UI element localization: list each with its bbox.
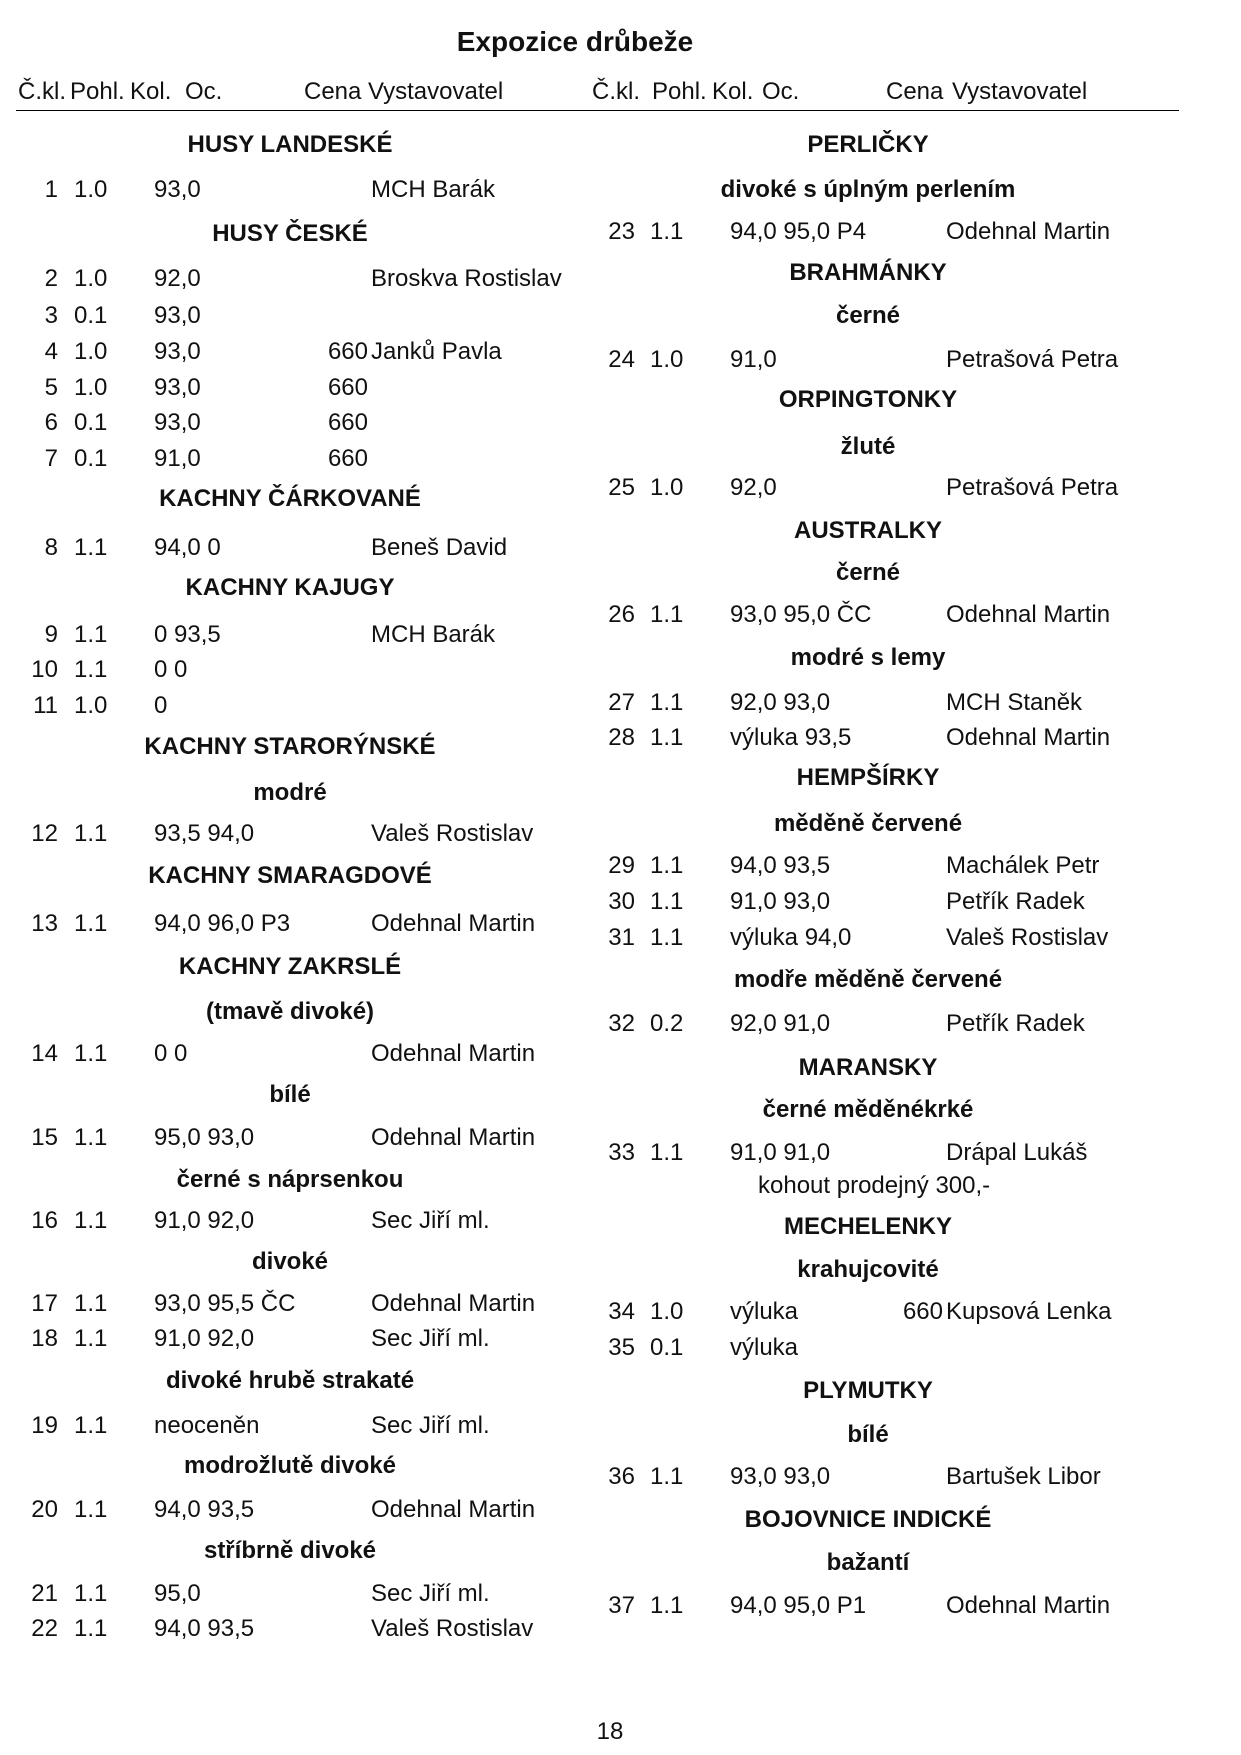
entry-pohl-kol: 1.1 bbox=[650, 852, 684, 879]
entry-pohl-kol: 0.1 bbox=[74, 445, 108, 472]
entry-vystavovatel: Drápal Lukáš bbox=[946, 1139, 1088, 1166]
header-cena-left: Cena bbox=[304, 78, 362, 105]
entry-number: 25 bbox=[608, 474, 635, 501]
entry-vystavovatel: Petrašová Petra bbox=[946, 474, 1119, 501]
entry-pohl-kol: 1.0 bbox=[74, 692, 108, 719]
section-heading: žluté bbox=[840, 433, 896, 460]
section-heading: modře měděně červené bbox=[733, 966, 1003, 993]
entry-pohl-kol: 1.0 bbox=[74, 176, 108, 203]
section-heading: černé bbox=[835, 302, 901, 329]
section-heading: KACHNY ČÁRKOVANÉ bbox=[159, 485, 421, 512]
entry-oceneni: 93,0 bbox=[154, 374, 201, 401]
header-oc-right: Oc. bbox=[762, 78, 800, 105]
entry-oceneni: 92,0 93,0 bbox=[730, 689, 831, 716]
section-heading: stříbrně divoké bbox=[203, 1537, 377, 1564]
entry-number: 18 bbox=[31, 1325, 58, 1352]
entry-number: 17 bbox=[31, 1290, 58, 1317]
entry-oceneni: 0 0 bbox=[154, 1040, 188, 1067]
entry-pohl-kol: 1.0 bbox=[650, 474, 684, 501]
entry-oceneni: 92,0 bbox=[730, 474, 777, 501]
entry-number: 12 bbox=[31, 820, 58, 847]
entry-oceneni: 0 0 bbox=[154, 656, 188, 683]
entry-pohl-kol: 1.1 bbox=[650, 888, 684, 915]
entry-oceneni: 93,0 95,5 ČC bbox=[154, 1290, 296, 1317]
entry-pohl-kol: 1.1 bbox=[650, 724, 684, 751]
entry-vystavovatel: Odehnal Martin bbox=[371, 1496, 536, 1523]
entry-number: 14 bbox=[31, 1040, 58, 1067]
entry-vystavovatel: Odehnal Martin bbox=[371, 910, 536, 937]
entry-oceneni: 93,5 94,0 bbox=[154, 820, 255, 847]
entry-number: 32 bbox=[608, 1010, 635, 1037]
entry-pohl-kol: 0.1 bbox=[74, 409, 108, 436]
entry-vystavovatel: Valeš Rostislav bbox=[371, 820, 534, 847]
entry-number: 13 bbox=[31, 910, 58, 937]
header-pohl-right: Pohl. bbox=[652, 78, 707, 105]
entry-number: 8 bbox=[44, 534, 58, 561]
entry-oceneni: 93,0 bbox=[154, 338, 201, 365]
entry-cena: 660 bbox=[327, 338, 368, 365]
entry-pohl-kol: 1.1 bbox=[650, 1139, 684, 1166]
section-heading: AUSTRALKY bbox=[794, 517, 942, 544]
entry-vystavovatel: Bartušek Libor bbox=[946, 1463, 1101, 1490]
entry-vystavovatel: Petřík Radek bbox=[946, 888, 1085, 915]
section-heading: měděně červené bbox=[773, 810, 963, 837]
entry-vystavovatel: Janků Pavla bbox=[371, 338, 502, 365]
entry-pohl-kol: 1.1 bbox=[74, 1580, 108, 1607]
entry-number: 19 bbox=[31, 1412, 58, 1439]
section-heading: černé s náprsenkou bbox=[176, 1166, 404, 1193]
entry-number: 16 bbox=[31, 1207, 58, 1234]
entry-vystavovatel: Valeš Rostislav bbox=[946, 924, 1109, 951]
entry-number: 31 bbox=[608, 924, 635, 951]
section-heading: PLYMUTKY bbox=[803, 1377, 933, 1404]
section-heading: PERLIČKY bbox=[807, 131, 929, 158]
entry-number: 3 bbox=[44, 302, 58, 329]
section-heading: BRAHMÁNKY bbox=[789, 259, 947, 286]
entry-cena: 660 bbox=[902, 1298, 943, 1325]
entry-pohl-kol: 1.1 bbox=[650, 1592, 684, 1619]
entry-oceneni: 94,0 93,5 bbox=[154, 1615, 255, 1642]
section-heading: ORPINGTONKY bbox=[778, 386, 958, 413]
entry-vystavovatel: Broskva Rostislav bbox=[371, 265, 562, 292]
entry-oceneni: 94,0 93,5 bbox=[730, 852, 831, 879]
header-vystavovatel-left: Vystavovatel bbox=[368, 78, 504, 105]
entry-pohl-kol: 1.1 bbox=[650, 218, 684, 245]
entry-oceneni: výluka 93,5 bbox=[730, 724, 852, 751]
entry-number: 22 bbox=[31, 1615, 58, 1642]
entry-oceneni: neoceněn bbox=[154, 1412, 260, 1439]
section-heading: černé bbox=[835, 559, 901, 586]
entry-oceneni: 91,0 92,0 bbox=[154, 1325, 255, 1352]
section-heading: krahujcovité bbox=[797, 1256, 939, 1283]
entry-vystavovatel: Petřík Radek bbox=[946, 1010, 1085, 1037]
entry-pohl-kol: 1.1 bbox=[74, 1040, 108, 1067]
section-heading: MARANSKY bbox=[798, 1054, 938, 1081]
entry-pohl-kol: 1.1 bbox=[74, 1207, 108, 1234]
entry-pohl-kol: 1.1 bbox=[74, 910, 108, 937]
entry-oceneni: 91,0 92,0 bbox=[154, 1207, 255, 1234]
entry-oceneni: 94,0 95,0 P1 bbox=[730, 1592, 867, 1619]
entry-number: 4 bbox=[44, 338, 58, 365]
page-number: 18 bbox=[596, 1718, 624, 1745]
entry-number: 11 bbox=[33, 692, 58, 719]
entry-pohl-kol: 1.1 bbox=[74, 1496, 108, 1523]
entry-pohl-kol: 1.1 bbox=[650, 924, 684, 951]
section-heading: černé měděnékrké bbox=[762, 1096, 974, 1123]
entry-oceneni: 94,0 95,0 P4 bbox=[730, 218, 867, 245]
entry-cena: 660 bbox=[327, 445, 368, 472]
entry-cena: 660 bbox=[327, 374, 368, 401]
header-pohl-left: Pohl. bbox=[70, 78, 125, 105]
section-heading: KACHNY KAJUGY bbox=[185, 574, 395, 601]
entry-vystavovatel: MCH Barák bbox=[371, 176, 496, 203]
entry-oceneni: 95,0 93,0 bbox=[154, 1124, 255, 1151]
entry-vystavovatel: Sec Jiří ml. bbox=[371, 1207, 490, 1234]
entry-vystavovatel: Sec Jiří ml. bbox=[371, 1412, 490, 1439]
entry-number: 10 bbox=[31, 656, 58, 683]
section-heading: (tmavě divoké) bbox=[205, 998, 375, 1025]
entry-vystavovatel: Beneš David bbox=[371, 534, 508, 561]
entry-oceneni: 93,0 bbox=[154, 409, 201, 436]
entry-oceneni: 91,0 93,0 bbox=[730, 888, 831, 915]
entry-oceneni: 93,0 bbox=[154, 176, 201, 203]
entry-number: 29 bbox=[608, 852, 635, 879]
entry-number: 6 bbox=[44, 409, 58, 436]
entry-oceneni: 91,0 91,0 bbox=[730, 1139, 831, 1166]
header-ckl-right: Č.kl. bbox=[592, 78, 640, 105]
entry-number: 26 bbox=[608, 601, 635, 628]
entry-vystavovatel: Sec Jiří ml. bbox=[371, 1580, 490, 1607]
entry-oceneni: 94,0 0 bbox=[154, 534, 221, 561]
entry-oceneni: 95,0 bbox=[154, 1580, 201, 1607]
entry-number: 36 bbox=[608, 1463, 635, 1490]
entry-number: 7 bbox=[44, 445, 58, 472]
entry-oceneni: 92,0 bbox=[154, 265, 201, 292]
entry-cena: 660 bbox=[327, 409, 368, 436]
entry-pohl-kol: 1.1 bbox=[74, 820, 108, 847]
section-heading: modré bbox=[253, 779, 327, 806]
header-kol-left: Kol. bbox=[130, 78, 172, 105]
section-heading: bažantí bbox=[826, 1549, 910, 1576]
entry-number: 2 bbox=[44, 265, 58, 292]
entry-oceneni: 93,0 95,0 ČC bbox=[730, 601, 872, 628]
entry-pohl-kol: 0.2 bbox=[650, 1010, 684, 1037]
header-divider bbox=[16, 110, 1179, 111]
entry-vystavovatel: Odehnal Martin bbox=[371, 1040, 536, 1067]
entry-pohl-kol: 1.1 bbox=[74, 534, 108, 561]
entry-vystavovatel: Odehnal Martin bbox=[371, 1290, 536, 1317]
header-oc-left: Oc. bbox=[185, 78, 223, 105]
entry-vystavovatel: Sec Jiří ml. bbox=[371, 1325, 490, 1352]
entry-vystavovatel: Odehnal Martin bbox=[946, 1592, 1111, 1619]
entry-number: 20 bbox=[31, 1496, 58, 1523]
entry-number: 35 bbox=[608, 1334, 635, 1361]
entry-number: 1 bbox=[44, 176, 58, 203]
entry-number: 15 bbox=[31, 1124, 58, 1151]
entry-vystavovatel: MCH Barák bbox=[371, 621, 496, 648]
entry-vystavovatel: Machálek Petr bbox=[946, 852, 1100, 879]
entry-pohl-kol: 1.1 bbox=[650, 689, 684, 716]
entry-oceneni: výluka bbox=[730, 1298, 799, 1325]
entry-pohl-kol: 0.1 bbox=[650, 1334, 684, 1361]
entry-vystavovatel: Petrašová Petra bbox=[946, 346, 1119, 373]
entry-oceneni: 94,0 93,5 bbox=[154, 1496, 255, 1523]
entry-oceneni: 94,0 96,0 P3 bbox=[154, 910, 291, 937]
entry-number: 5 bbox=[44, 374, 58, 401]
entry-number: 9 bbox=[44, 621, 58, 648]
entry-number: 37 bbox=[608, 1592, 635, 1619]
section-heading: KACHNY STARORÝNSKÉ bbox=[144, 733, 436, 760]
section-heading: MECHELENKY bbox=[783, 1213, 952, 1240]
entry-vystavovatel: Odehnal Martin bbox=[946, 724, 1111, 751]
section-heading: bílé bbox=[269, 1081, 311, 1108]
entry-vystavovatel: Odehnal Martin bbox=[946, 218, 1111, 245]
section-heading: modré s lemy bbox=[790, 644, 946, 671]
page-title: Expozice drůbeže bbox=[456, 26, 694, 57]
entry-pohl-kol: 1.0 bbox=[74, 374, 108, 401]
entry-oceneni: 93,0 93,0 bbox=[730, 1463, 831, 1490]
entry-pohl-kol: 1.0 bbox=[650, 346, 684, 373]
entry-pohl-kol: 1.0 bbox=[650, 1298, 684, 1325]
entry-vystavovatel: MCH Staněk bbox=[946, 689, 1083, 716]
header-vystavovatel-right: Vystavovatel bbox=[952, 78, 1088, 105]
entry-oceneni: 91,0 bbox=[154, 445, 201, 472]
section-heading: KACHNY ZAKRSLÉ bbox=[178, 953, 402, 980]
entry-pohl-kol: 1.1 bbox=[74, 1325, 108, 1352]
entry-number: 23 bbox=[608, 218, 635, 245]
entry-pohl-kol: 1.1 bbox=[74, 656, 108, 683]
entry-pohl-kol: 1.1 bbox=[74, 1412, 108, 1439]
section-heading: HEMPŠÍRKY bbox=[796, 764, 940, 791]
header-kol-right: Kol. bbox=[712, 78, 754, 105]
section-heading: BOJOVNICE INDICKÉ bbox=[744, 1506, 992, 1533]
section-heading: modrožlutě divoké bbox=[183, 1452, 397, 1479]
entry-number: 27 bbox=[608, 689, 635, 716]
entry-oceneni: výluka 94,0 bbox=[730, 924, 852, 951]
entry-number: 24 bbox=[608, 346, 635, 373]
entry-oceneni: 0 bbox=[154, 692, 168, 719]
entry-number: 21 bbox=[31, 1580, 58, 1607]
entry-oceneni: 91,0 bbox=[730, 346, 777, 373]
entry-pohl-kol: 1.1 bbox=[74, 1124, 108, 1151]
entry-pohl-kol: 1.1 bbox=[650, 601, 684, 628]
section-heading: divoké bbox=[251, 1248, 329, 1275]
entry-oceneni: 93,0 bbox=[154, 302, 201, 329]
header-cena-right: Cena bbox=[886, 78, 944, 105]
entry-vystavovatel: Odehnal Martin bbox=[371, 1124, 536, 1151]
section-heading: HUSY ČESKÉ bbox=[212, 220, 368, 247]
entry-oceneni: výluka bbox=[730, 1334, 799, 1361]
section-heading: KACHNY SMARAGDOVÉ bbox=[148, 862, 432, 889]
entry-pohl-kol: 1.1 bbox=[74, 1290, 108, 1317]
section-heading: divoké s úplným perlením bbox=[720, 176, 1016, 203]
entry-oceneni: 92,0 91,0 bbox=[730, 1010, 831, 1037]
entry-number: 33 bbox=[608, 1139, 635, 1166]
section-heading: bílé bbox=[847, 1421, 889, 1448]
entry-vystavovatel: Odehnal Martin bbox=[946, 601, 1111, 628]
row-note: kohout prodejný 300,- bbox=[758, 1172, 991, 1199]
entry-vystavovatel: Valeš Rostislav bbox=[371, 1615, 534, 1642]
entry-oceneni: 0 93,5 bbox=[154, 621, 221, 648]
entry-pohl-kol: 1.1 bbox=[74, 1615, 108, 1642]
header-ckl-left: Č.kl. bbox=[18, 78, 66, 105]
entry-number: 28 bbox=[608, 724, 635, 751]
section-heading: divoké hrubě strakaté bbox=[165, 1367, 415, 1394]
entry-pohl-kol: 1.1 bbox=[650, 1463, 684, 1490]
section-heading: HUSY LANDESKÉ bbox=[187, 131, 393, 158]
entry-number: 34 bbox=[608, 1298, 635, 1325]
entry-pohl-kol: 1.0 bbox=[74, 265, 108, 292]
entry-number: 30 bbox=[608, 888, 635, 915]
entry-vystavovatel: Kupsová Lenka bbox=[946, 1298, 1112, 1325]
entry-pohl-kol: 1.1 bbox=[74, 621, 108, 648]
entry-pohl-kol: 0.1 bbox=[74, 302, 108, 329]
entry-pohl-kol: 1.0 bbox=[74, 338, 108, 365]
